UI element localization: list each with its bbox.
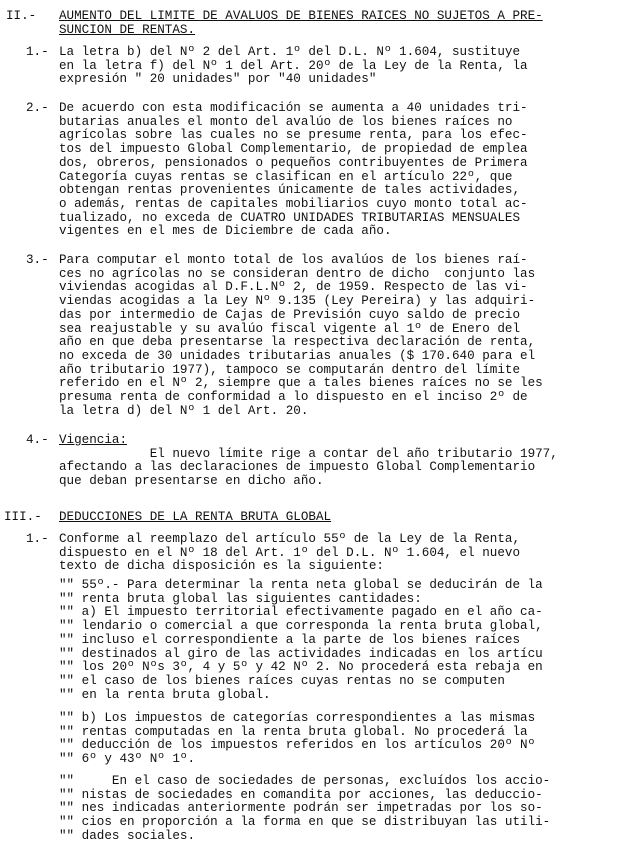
- text-line: la letra d) del Nº 1 del Art. 20.: [59, 403, 309, 418]
- text-line: no exceda de 30 unidades tributarias anuales ($ 170.640 para el: [59, 348, 536, 363]
- text-line: que deban presentarse en dicho año.: [59, 474, 324, 489]
- section-ii-title-line: AUMENTO DEL LIMITE DE AVALUOS DE BIENES RAICES NO SUJETOS A PRE-: [59, 9, 543, 23]
- section-iii-title: DEDUCCIONES DE LA RENTA BRUTA GLOBAL: [59, 510, 332, 524]
- text-line: dos, obreros, pensionados o pequeños contribuyentes de Primera: [59, 155, 528, 170]
- text-line: "" b) Los impuestos de categorías correspondientes a las mismas: [59, 711, 536, 725]
- text-line: texto de dicha disposición es la siguiente:: [59, 559, 384, 574]
- text-line: expresión " 20 unidades" por "40 unidades": [59, 72, 377, 87]
- item-text: [59, 533, 624, 574]
- text-line: Para computar el monto total de los avalúos de los bienes raí-: [59, 253, 528, 267]
- text-line: "" nistas de sociedades en comandita por acciones, las deduccio-: [59, 787, 543, 802]
- text-line: presuma renta de conformidad a lo dispuesto en el inciso 2º de: [59, 390, 528, 405]
- item-text: [59, 448, 624, 489]
- text-line: en la letra f) del Nº 1 del Art. 20º de la Ley de la Renta, la: [59, 58, 528, 73]
- text-line: "" En el caso de sociedades de personas, excluídos los accio-: [59, 774, 551, 788]
- text-line: afectando a las declaraciones de impuesto Global Complementario: [59, 460, 536, 475]
- text-line: año tributario 1977), tampoco se computarán dentro del límite: [59, 362, 521, 377]
- text-line: ces no agrícolas no se consideran dentro de dicho conjunto las: [59, 266, 536, 281]
- text-line: "" 55º.- Para determinar la renta neta global se deducirán de la: [59, 578, 543, 592]
- text-line: referido en el Nº 2, siempre que a tales bienes raíces no se les: [59, 376, 543, 391]
- text-line: "" rentas computadas en la renta bruta global. No procederá la: [59, 724, 528, 739]
- text-line: o además, rentas de capitales mobiliarios cuyo monto total ac-: [59, 196, 528, 211]
- text-line: "" incluso el correspondiente a la parte de los bienes raíces: [59, 632, 521, 647]
- item-number: 3.-: [26, 253, 49, 267]
- item-text: [59, 46, 624, 87]
- item-text: [59, 102, 624, 239]
- text-line: "" lendario o comercial a que corresponda la renta bruta global,: [59, 619, 543, 634]
- section-iii-numeral: III.-: [4, 510, 42, 524]
- section-ii-title-line: SUNCION DE RENTAS.: [59, 22, 196, 37]
- vigencia-label: Vigencia:: [59, 433, 128, 447]
- item-number: 2.-: [26, 101, 49, 115]
- text-line: El nuevo límite rige a contar del año tributario 1977,: [59, 446, 558, 461]
- text-line: "" renta bruta global las siguientes cantidades:: [59, 591, 422, 606]
- text-line: tualizado, no exceda de CUATRO UNIDADES TRIBUTARIAS MENSUALES: [59, 210, 521, 225]
- section-ii-title: [59, 10, 624, 37]
- text-line: "" nes indicadas anteriormente podrán ser impetradas por los so-: [59, 801, 543, 816]
- text-line: Categoría cuyas rentas se clasifican en el artículo 22º, que: [59, 169, 513, 184]
- text-line: viviendas acogidas al D.F.L.Nº 2, de 1959. Respecto de las vi-: [59, 280, 528, 295]
- text-line: "" a) El impuesto territorial efectivamente pagado en el año ca-: [59, 605, 543, 620]
- text-line: "" dades sociales.: [59, 828, 196, 843]
- text-line: De acuerdo con esta modificación se aumenta a 40 unidades tri-: [59, 101, 528, 115]
- text-line: "" deducción de los impuestos referidos en los artículos 20º Nº: [59, 738, 536, 753]
- item-number: 1.-: [26, 45, 49, 59]
- text-line: das por intermedio de Cajas de Previsión cuyo saldo de precio: [59, 307, 521, 322]
- item-number: 4.-: [26, 433, 49, 447]
- text-line: "" el caso de los bienes raíces cuyas rentas no se computen: [59, 673, 505, 688]
- quote-text: [59, 579, 624, 702]
- quote-text: [59, 775, 624, 844]
- text-line: "" cios en proporción a la forma en que se distribuyan las utili-: [59, 815, 551, 830]
- text-line: vigentes en el mes de Diciembre de cada año.: [59, 224, 392, 239]
- text-line: "" 6º y 43º Nº 1º.: [59, 752, 196, 767]
- text-line: año en que deba presentarse la respectiva declaración de renta,: [59, 335, 536, 350]
- text-line: agrícolas sobre las cuales no se presume renta, para los efec-: [59, 128, 528, 143]
- text-line: viendas acogidas a la Ley Nº 9.135 (Ley Pereira) y las adquiri-: [59, 294, 536, 309]
- text-line: sea reajustable y su avalúo fiscal vigente al 1º de Enero del: [59, 321, 521, 336]
- quote-text: [59, 712, 624, 767]
- text-line: dispuesto en el Nº 18 del Art. 1º del D.L. Nº 1.604, el nuevo: [59, 545, 521, 560]
- item-number: 1.-: [26, 532, 49, 546]
- text-line: butarias anuales el monto del avalúo de los bienes raíces no: [59, 114, 513, 129]
- text-line: "" en la renta bruta global.: [59, 687, 271, 702]
- text-line: "" destinados al giro de las actividades indicadas en los artícu: [59, 646, 543, 661]
- text-line: "" los 20º Nºs 3º, 4 y 5º y 42 Nº 2. No procederá esta rebaja en: [59, 660, 543, 675]
- section-ii-numeral: II.-: [6, 9, 37, 23]
- text-line: obtengan rentas provenientes únicamente de tales actividades,: [59, 183, 521, 198]
- text-line: tos del impuesto Global Complementario, de propiedad de emplea: [59, 142, 528, 157]
- text-line: La letra b) del Nº 2 del Art. 1º del D.L. Nº 1.604, sustituye: [59, 45, 521, 59]
- text-line: Conforme al reemplazo del artículo 55º de la Ley de la Renta,: [59, 532, 521, 546]
- item-text: [59, 254, 624, 418]
